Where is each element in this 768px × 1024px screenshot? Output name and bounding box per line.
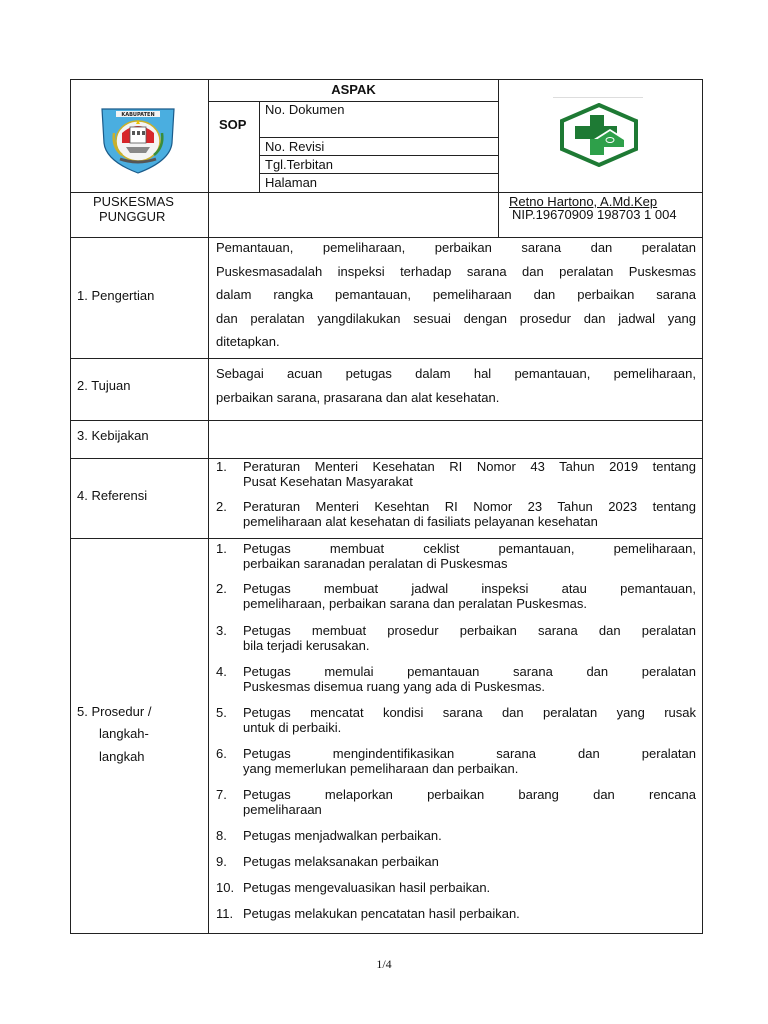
field-no-revisi: No. Revisi (265, 139, 325, 154)
item-text: Pusat Kesehatan Masyarakat (243, 474, 413, 489)
text-line: Pemantauan, pemeliharaan, perbaikan sarana dan peralatan (216, 240, 696, 255)
text-line: dan peralatan yangdilakukan sesuai dengan prosedur dan jadwal yang (216, 310, 696, 326)
step-text: perbaikan saranadan peralatan di Puskesmas (243, 556, 508, 571)
step-text: Petugas mengindentifikasikan sarana dan peralatan (243, 746, 696, 761)
header-right-divider (498, 79, 499, 237)
pengertian-text (216, 236, 696, 354)
field-no-dokumen: No. Dokumen (265, 102, 345, 117)
step-text: Petugas mengevaluasikan hasil perbaikan. (243, 880, 491, 895)
item-number: 2. (216, 499, 227, 514)
item-number: 1. (216, 459, 227, 474)
table-border-right (702, 79, 703, 934)
signer-name: Retno Hartono, A.Md.Kep (509, 194, 658, 209)
org-name-line1: PUSKESMAS (93, 194, 174, 209)
row-line (259, 137, 499, 138)
logo-rule (553, 97, 643, 100)
tujuan-text (216, 362, 696, 409)
step-text: Petugas membuat jadwal inspeksi atau pemantauan, (243, 581, 696, 596)
row-line (70, 358, 703, 359)
row-line (70, 538, 703, 539)
step-number: 2. (216, 581, 227, 596)
step-text: Petugas melaporkan perbaikan barang dan rencana (243, 787, 696, 802)
table-border-bottom (70, 933, 703, 934)
step-text: Petugas mencatat kondisi sarana dan peralatan yang rusak (243, 705, 696, 720)
step-number: 3. (216, 623, 227, 638)
text-line: Puskesmasadalah inspeksi terhadap sarana dan peralatan Puskesmas (216, 263, 696, 279)
row-line (259, 173, 499, 174)
document-title: ASPAK (331, 82, 376, 97)
step-number: 4. (216, 664, 227, 679)
svg-text:KABUPATEN: KABUPATEN (121, 112, 155, 118)
step-number: 11. (216, 906, 234, 921)
step-number: 6. (216, 746, 227, 761)
step-text: bila terjadi kerusakan. (243, 638, 370, 653)
row-line (208, 101, 499, 102)
section-label-prosedur-3: langkah (99, 749, 145, 764)
text-line: dalam rangka pemantauan, pemeliharaan dan perbaikan sarana (216, 287, 696, 302)
column-divider (208, 79, 209, 934)
org-name-line2: PUNGGUR (99, 209, 166, 224)
sop-label: SOP (219, 117, 247, 132)
step-number: 8. (216, 828, 227, 843)
step-text: pemeliharaan (243, 802, 322, 817)
puskesmas-logo-icon (558, 103, 640, 167)
text-line: ditetapkan. (216, 334, 280, 349)
item-text: pemeliharaan alat kesehatan di fasiliats pelayanan kesehatan (243, 514, 598, 529)
text-line: Sebagai acuan petugas dalam hal pemantauan, pemeliharaan, (216, 366, 696, 381)
field-halaman: Halaman (265, 175, 318, 190)
step-number: 7. (216, 787, 227, 802)
item-text: Peraturan Menteri Kesehtan RI Nomor 23 Tahun 2023 tentang (243, 499, 696, 514)
section-label-pengertian: 1. Pengertian (77, 288, 155, 303)
step-number: 5. (216, 705, 227, 720)
step-text: Petugas membuat ceklist pemantauan, pemeliharaan, (243, 541, 696, 556)
table-border-top (70, 79, 703, 80)
step-number: 1. (216, 541, 227, 556)
step-text: Petugas memulai pemantauan sarana dan peralatan (243, 664, 696, 679)
signer-nip: NIP.19670909 198703 1 004 (512, 207, 677, 222)
row-line (70, 420, 703, 421)
step-text: Petugas melaksanakan perbaikan (243, 854, 439, 869)
step-text: Petugas membuat prosedur perbaikan sarana dan peralatan (243, 623, 696, 638)
step-text: Petugas menjadwalkan perbaikan. (243, 828, 442, 843)
section-label-prosedur: 5. Prosedur / (77, 704, 152, 719)
step-text: yang memerlukan pemeliharaan dan perbaikan. (243, 761, 519, 776)
step-text: pemeliharaan, perbaikan sarana dan peralatan Puskesmas. (243, 596, 587, 611)
item-text: Peraturan Menteri Kesehatan RI Nomor 43 Tahun 2019 tentang (243, 459, 696, 474)
text-line: perbaikan sarana, prasarana dan alat kesehatan. (216, 389, 500, 405)
section-label-tujuan: 2. Tujuan (77, 378, 131, 393)
section-label-referensi: 4. Referensi (77, 488, 148, 503)
sop-divider (259, 101, 260, 192)
step-text: untuk di perbaiki. (243, 720, 342, 735)
field-tgl-terbitan: Tgl.Terbitan (265, 157, 333, 172)
section-label-prosedur-2: langkah- (99, 726, 149, 741)
section-label-kebijakan: 3. Kebijakan (77, 428, 149, 443)
step-number: 10. (216, 880, 235, 895)
table-border-left (70, 79, 71, 934)
kabupaten-emblem-icon (96, 103, 180, 175)
row-line (259, 155, 499, 156)
row-line (70, 192, 703, 193)
page-number: 1/4 (376, 957, 392, 971)
step-text: Puskesmas disemua ruang yang ada di Puskesmas. (243, 679, 546, 694)
step-text: Petugas melakukan pencatatan hasil perbaikan. (243, 906, 520, 921)
step-number: 9. (216, 854, 227, 869)
